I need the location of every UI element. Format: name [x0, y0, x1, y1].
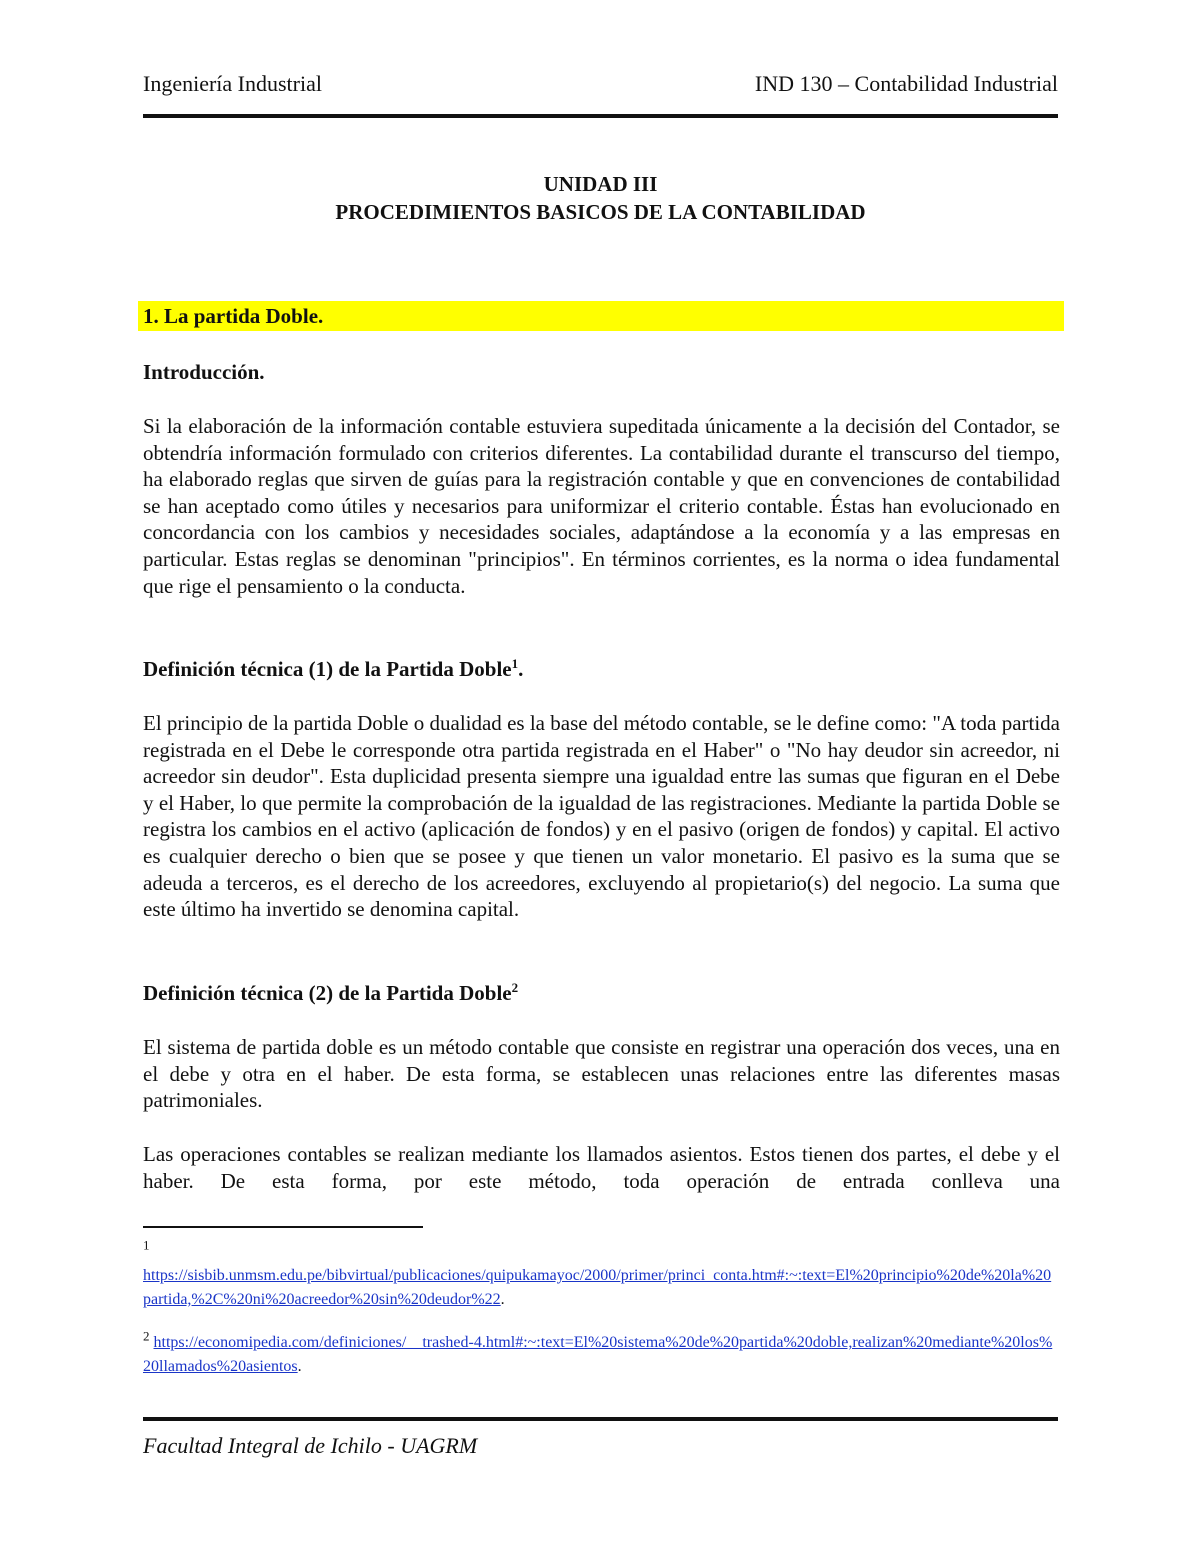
header-left: Ingeniería Industrial [143, 71, 322, 96]
def2-footnote-ref[interactable]: 2 [511, 980, 519, 995]
footnote-2-link[interactable]: https://economipedia.com/definiciones/__trashed-4.html#:~:text=El%20sistema%20de%20partida%20doble,realizan%20mediante%20los%20llamados%20asientos [143, 1334, 1053, 1375]
def2-paragraph-1: El sistema de partida doble es un método contable que consiste en registrar una operación dos veces, una en el debe y otra en el haber. De esta forma, se establecen unas relaciones entre las diferentes masas patrimoniales. [143, 1035, 1060, 1113]
def1-heading-text: Definición técnica (1) de la Partida Doble [143, 657, 512, 681]
def2-paragraph-2: Las operaciones contables se realizan mediante los llamados asientos. Estos tienen dos partes, el debe y el haber. De esta forma, por este método, toda operación de entrada conlleva una [143, 1142, 1060, 1193]
footnote-1 [143, 1237, 1058, 1312]
footnote-1-number: 1 [143, 1237, 150, 1253]
unit-title [143, 170, 1058, 226]
intro-heading: Introducción. [143, 360, 265, 384]
footnote-2 [143, 1328, 1058, 1379]
footer-rule [143, 1417, 1058, 1421]
unit-title-line2: PROCEDIMIENTOS BASICOS DE LA CONTABILIDAD [335, 200, 866, 224]
def1-heading-suffix: . [518, 657, 524, 681]
footer-text: Facultad Integral de Ichilo - UAGRM [143, 1433, 478, 1458]
unit-title-line1: UNIDAD III [543, 172, 658, 196]
footnote-1-link[interactable]: https://sisbib.unmsm.edu.pe/bibvirtual/publicaciones/quipukamayoc/2000/primer/princi_conta.htm#:~:text=El%20principio%20de%20la%20partida,%2C%20ni%20acreedor%20sin%20deudor%22 [143, 1267, 1052, 1308]
footnote-2-tail: . [297, 1358, 302, 1375]
def1-heading [143, 657, 523, 682]
header-rule [143, 114, 1058, 118]
footnote-1-tail: . [500, 1291, 505, 1308]
def2-heading-text: Definición técnica (2) de la Partida Doble [143, 981, 512, 1005]
section-heading: 1. La partida Doble. [138, 301, 1064, 331]
footnote-separator [143, 1226, 423, 1228]
def1-footnote-ref[interactable]: 1 [511, 656, 519, 671]
footnote-2-number: 2 [143, 1328, 150, 1344]
header-right: IND 130 – Contabilidad Industrial [754, 71, 1058, 96]
def2-heading [143, 981, 518, 1006]
def1-paragraph: El principio de la partida Doble o dualidad es la base del método contable, se le define como: "A toda partida registrada en el Debe le corresponde otra partida registrada en el Haber" o "No hay deudor sin acreedor, ni acreedor sin deudor". Esta duplicidad presenta siempre una igualdad entre las sumas que figuran en el Debe y el Haber, lo que permite la comprobación de la igualdad de las registraciones. Mediante la partida Doble se registra los cambios en el activo (aplicación de fondos) y en el pasivo (origen de fondos) y capital. El activo es cualquier derecho o bien que se posee y que tienen un valor monetario. El pasivo es la suma que se adeuda a terceros, es el derecho de los acreedores, excluyendo al propietario(s) del negocio. La suma que este último ha invertido se denomina capital. [143, 711, 1060, 922]
intro-paragraph: Si la elaboración de la información contable estuviera supeditada únicamente a la decisión del Contador, se obtendría información formulado con criterios diferentes. La contabilidad durante el transcurso del tiempo, ha elaborado reglas que sirven de guías para la registración contable y que en convenciones de contabilidad se han aceptado como útiles y necesarios para uniformizar el criterio contable. Éstas han evolucionado en concordancia con los cambios y necesidades sociales, adaptándose a la economía y a las empresas en particular. Estas reglas se denominan "principios". En términos corrientes, es la norma o idea fundamental que rige el pensamiento o la conducta. [143, 414, 1060, 598]
